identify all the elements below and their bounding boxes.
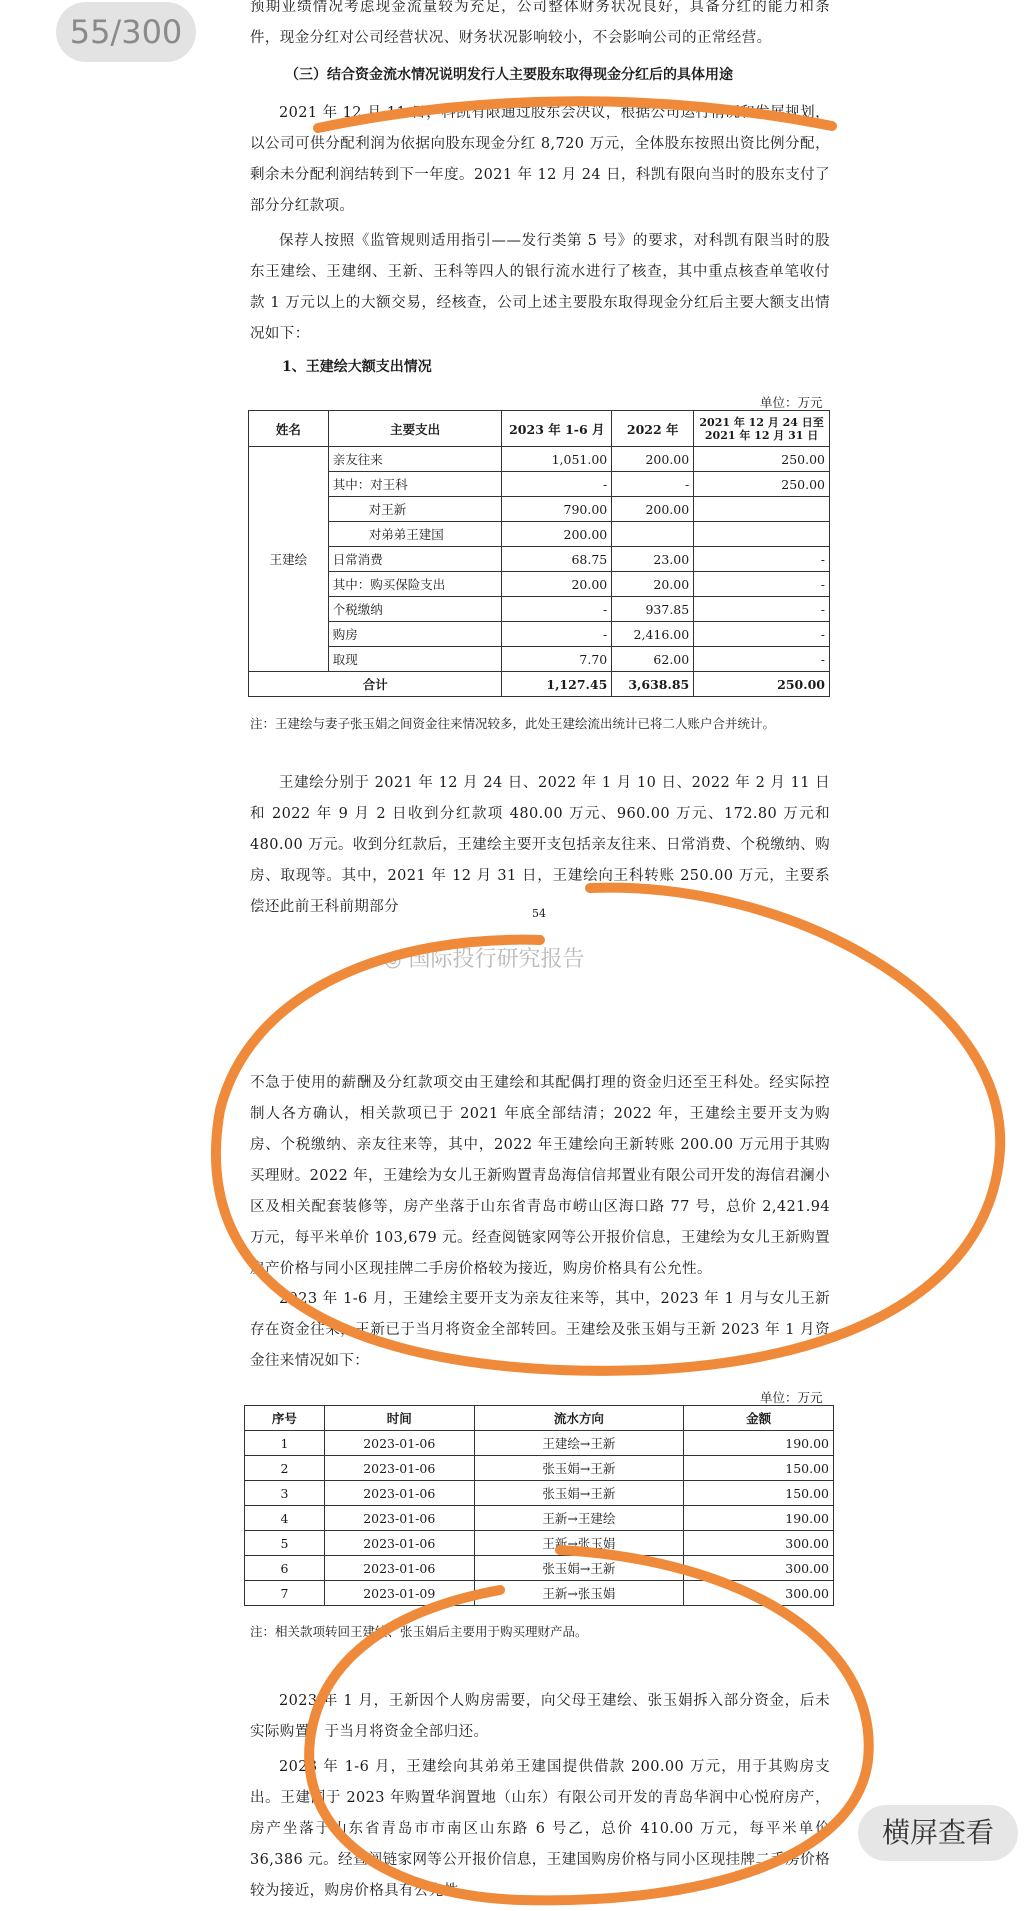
table-cell: 2023-01-09	[324, 1581, 474, 1606]
table-row-item: 亲友往来	[328, 447, 502, 472]
watermark	[384, 942, 584, 973]
table-row	[245, 1431, 834, 1456]
table1-total-cell: 250.00	[694, 672, 830, 697]
table1-header-name: 姓名	[249, 411, 329, 447]
table-cell: 王新→王建绘	[474, 1506, 684, 1531]
table-cell: -	[502, 622, 612, 647]
table-cell	[612, 522, 694, 547]
table-row-item: 购房	[328, 622, 502, 647]
table-cell: 200.00	[612, 497, 694, 522]
table-cell: -	[694, 597, 830, 622]
table-cell: 1,051.00	[502, 447, 612, 472]
table-cell: 300.00	[684, 1531, 834, 1556]
table2-unit: 单位：万元	[760, 1390, 823, 1405]
table-cell: 68.75	[502, 547, 612, 572]
table-cell: 300.00	[684, 1556, 834, 1581]
paragraph-house-loan: 2023 年 1 月，王新因个人购房需要，向父母王建绘、张玉娟拆入部分资金，后未实际购置，于当月将资金全部归还。	[250, 1693, 830, 1740]
paragraph-2023: 2023 年 1-6 月，王建绘主要开支为亲友往来等，其中，2023 年 1 月与女儿王新存在资金往来，王新已于当月将资金全部转回。王建绘及张玉娟与王新 2023 年 1 月资金往来情况如下：	[250, 1291, 830, 1369]
table-cell: 300.00	[684, 1581, 834, 1606]
table1-header-2023: 2023 年 1-6 月	[502, 411, 612, 447]
table-cell: 150.00	[684, 1481, 834, 1506]
table-cell: -	[502, 472, 612, 497]
table-cell: 2,416.00	[612, 622, 694, 647]
table-row-item: 取现	[328, 647, 502, 672]
table-cell: 937.85	[612, 597, 694, 622]
paragraph-intro: 预期业绩情况考虑现金流量较为充足，公司整体财务状况良好，具备分红的能力和条件，现金分红对公司经营状况、财务状况影响较小，不会影响公司的正常经营。	[250, 0, 830, 46]
table-cell: 3	[245, 1481, 325, 1506]
watermark-text: 国际投行研究报告	[408, 947, 585, 972]
table-cell: 1	[245, 1431, 325, 1456]
table1-name-cell: 王建绘	[249, 447, 329, 672]
table-cell: 5	[245, 1531, 325, 1556]
table-cell: -	[694, 547, 830, 572]
table-cell: 150.00	[684, 1456, 834, 1481]
table1-total-cell: 3,638.85	[612, 672, 694, 697]
paragraph-brother-loan: 2023 年 1-6 月，王建绘向其弟弟王建国提供借款 200.00 万元，用于其购房支出。王建国于 2023 年购置华润置地（山东）有限公司开发的青岛华润中心悦府房产，房产坐落于山东省青岛市市南区山东路 6 号乙，总价 410.00 万元，每平米单价 36,386 元。经查阅链家网等公开报价信息，王建国购房价格与同小区现挂牌二手房价格较为接近，购房价格具有公允性。	[250, 1759, 830, 1899]
table-cell	[694, 497, 830, 522]
table2-header-direction: 流水方向	[474, 1406, 684, 1431]
table-row-item: 其中：购买保险支出	[328, 572, 502, 597]
table1-header-2022: 2022 年	[612, 411, 694, 447]
table-row-item: 对王新	[328, 497, 502, 522]
table-cell: 王新→张玉娟	[474, 1531, 684, 1556]
table-cell: 2023-01-06	[324, 1531, 474, 1556]
table-cell: 23.00	[612, 547, 694, 572]
table-cell: 2023-01-06	[324, 1456, 474, 1481]
table-cell: -	[694, 647, 830, 672]
paragraph-dividend: 2021 年 12 月 11 日，科凯有限通过股东会决议，根据公司运行情况和发展规划，以公司可供分配利润为依据向股东现金分红 8,720 万元，全体股东按照出资比例分配，剩余未分配利润结转到下一年度。2021 年 12 月 24 日，科凯有限向当时的股东支付了部分分红款项。	[250, 105, 830, 214]
table-row	[245, 1506, 834, 1531]
table1-header-2021: 2021 年 12 月 24 日至 2021 年 12 月 31 日	[694, 411, 830, 447]
table-cell: 190.00	[684, 1431, 834, 1456]
weibo-icon: ◎	[384, 947, 402, 971]
table1-header-item: 主要支出	[328, 411, 502, 447]
table-cell: 20.00	[502, 572, 612, 597]
table-cell	[694, 522, 830, 547]
table-cell: 4	[245, 1506, 325, 1531]
table-cell: 张玉娟→王新	[474, 1456, 684, 1481]
table-cell: 2023-01-06	[324, 1481, 474, 1506]
table1-note: 注：王建绘与妻子张玉娟之间资金往来情况较多，此处王建绘流出统计已将二人账户合并统计。	[250, 716, 776, 731]
table-row-item: 对弟弟王建国	[328, 522, 502, 547]
table-cell: 200.00	[612, 447, 694, 472]
table-row-item: 日常消费	[328, 547, 502, 572]
table-cell: 张玉娟→王新	[474, 1481, 684, 1506]
table1-total-label: 合计	[249, 672, 502, 697]
table-cell: 790.00	[502, 497, 612, 522]
table2-header-no: 序号	[245, 1406, 325, 1431]
page-counter: 55/300	[56, 2, 196, 62]
table-row-item: 其中：对王科	[328, 472, 502, 497]
table-cell: -	[694, 622, 830, 647]
table-row	[245, 1531, 834, 1556]
table-row	[245, 1456, 834, 1481]
table-cell: 250.00	[694, 472, 830, 497]
table2-header-time: 时间	[324, 1406, 474, 1431]
table1-total-cell: 1,127.45	[502, 672, 612, 697]
table-row-item: 个税缴纳	[328, 597, 502, 622]
table-cell: 2023-01-06	[324, 1506, 474, 1531]
expense-table	[248, 410, 830, 697]
page-number: 54	[532, 907, 546, 920]
paragraph-continued: 不急于使用的薪酬及分红款项交由王建绘和其配偶打理的资金归还至王科处。经实际控制人各方确认，相关款项已于 2021 年底全部结清；2022 年，王建绘主要开支为购房、个税缴纳、亲友往来等，其中，2022 年王建绘向王新转账 200.00 万元用于其购买理财。2022 年，王建绘为女儿王新购置青岛海信信邦置业有限公司开发的海信君澜小区及相关配套装修等，房产坐落于山东省青岛市崂山区海口路 77 号，总价 2,421.94 万元，每平米单价 103,679 元。经查阅链家网等公开报价信息，王建绘为女儿王新购置房产价格与同小区现挂牌二手房价格较为接近，购房价格具有公允性。	[250, 1075, 830, 1277]
table-row	[245, 1581, 834, 1606]
table-cell: 7.70	[502, 647, 612, 672]
table-cell: 62.00	[612, 647, 694, 672]
table-cell: 7	[245, 1581, 325, 1606]
table2-header-amount: 金额	[684, 1406, 834, 1431]
table-cell: 20.00	[612, 572, 694, 597]
table-cell: 2023-01-06	[324, 1431, 474, 1456]
paragraph-dividend-receipt: 王建绘分别于 2021 年 12 月 24 日、2022 年 1 月 10 日、2022 年 2 月 11 日和 2022 年 9 月 2 日收到分红款项 480.00 万元、960.00 万元、172.80 万元和 480.00 万元。收到分红款后，王建绘主要开支包括亲友往来、日常消费、个税缴纳、购房、取现等。其中，2021 年 12 月 31 日，王建绘向王科转账 250.00 万元，主要系偿还此前王科前期部分	[250, 775, 830, 915]
paragraph-review: 保荐人按照《监管规则适用指引——发行类第 5 号》的要求，对科凯有限当时的股东王建绘、王建纲、王新、王科等四人的银行流水进行了核查，其中重点核查单笔收付款 1 万元以上的大额交易，经核查，公司上述主要股东取得现金分红后主要大额支出情况如下：	[250, 233, 830, 342]
table-cell: 王新→张玉娟	[474, 1581, 684, 1606]
table-row	[245, 1556, 834, 1581]
table-row	[245, 1481, 834, 1506]
table-cell: 6	[245, 1556, 325, 1581]
table-cell: 190.00	[684, 1506, 834, 1531]
table-cell: 王建绘→王新	[474, 1431, 684, 1456]
fund-flow-table	[244, 1405, 834, 1606]
table-cell: -	[612, 472, 694, 497]
table-cell: 2023-01-06	[324, 1556, 474, 1581]
subsection-heading: 1、王建绘大额支出情况	[282, 359, 432, 375]
table-cell: 张玉娟→王新	[474, 1556, 684, 1581]
table-cell: -	[694, 572, 830, 597]
table-cell: 200.00	[502, 522, 612, 547]
table1-unit: 单位：万元	[760, 395, 823, 410]
section-heading: （三）结合资金流水情况说明发行人主要股东取得现金分红后的具体用途	[285, 67, 733, 83]
table-cell: -	[502, 597, 612, 622]
table-cell: 2	[245, 1456, 325, 1481]
table-cell: 250.00	[694, 447, 830, 472]
table2-note: 注：相关款项转回王建绘、张玉娟后主要用于购买理财产品。	[250, 1624, 588, 1639]
rotate-view-button[interactable]: 横屏查看	[858, 1805, 1018, 1861]
